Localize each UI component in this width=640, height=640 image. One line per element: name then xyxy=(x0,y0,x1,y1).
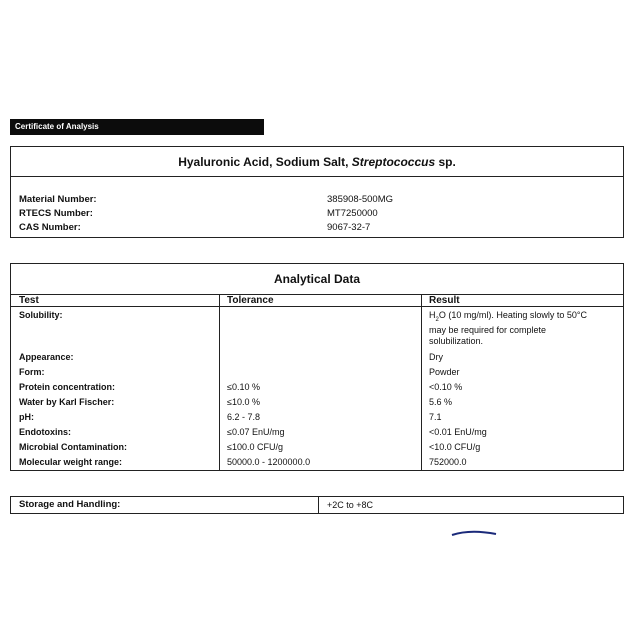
column-headers xyxy=(11,294,623,307)
cas-number-row xyxy=(11,221,623,235)
test-result: <10.0 CFU/g xyxy=(429,442,481,452)
product-info-box xyxy=(10,146,624,238)
test-name: Microbial Contamination: xyxy=(19,442,127,452)
test-name: Water by Karl Fischer: xyxy=(19,397,115,407)
storage-divider xyxy=(318,497,319,513)
info-label: CAS Number: xyxy=(19,222,81,233)
test-tolerance: ≤100.0 CFU/g xyxy=(227,442,283,452)
rtecs-number-row xyxy=(11,207,623,221)
test-result: 5.6 % xyxy=(429,397,453,407)
certificate-banner: Certificate of Analysis xyxy=(10,119,264,135)
test-tolerance: 50000.0 - 1200000.0 xyxy=(227,457,311,467)
info-value: 9067-32-7 xyxy=(327,222,371,233)
test-tolerance: ≤10.0 % xyxy=(227,397,260,407)
test-name: Appearance: xyxy=(19,352,74,362)
product-title xyxy=(11,147,623,177)
material-number-row xyxy=(11,193,623,207)
analytical-title: Analytical Data xyxy=(273,272,361,286)
test-result: <0.10 % xyxy=(429,382,463,392)
result-h: H xyxy=(429,310,436,320)
header-test: Test xyxy=(19,295,39,306)
test-name: Molecular weight range: xyxy=(19,457,123,467)
test-result: solubilization. xyxy=(429,336,484,346)
test-result: 7.1 xyxy=(429,412,442,422)
test-tolerance: ≤0.10 % xyxy=(227,382,260,392)
test-name: Protein concentration: xyxy=(19,382,116,392)
storage-box xyxy=(10,496,624,514)
storage-label: Storage and Handling: xyxy=(19,499,121,510)
test-result xyxy=(429,310,619,326)
info-label: Material Number: xyxy=(19,194,97,205)
test-tolerance: ≤0.07 EnU/mg xyxy=(227,427,285,437)
product-name-suffix: sp. xyxy=(435,155,456,169)
signature-mark-icon xyxy=(450,528,500,538)
test-name: pH: xyxy=(19,412,34,422)
column-divider xyxy=(421,294,422,470)
info-value: MT7250000 xyxy=(327,208,378,219)
product-name-italic: Streptococcus xyxy=(351,155,436,169)
test-result: <0.01 EnU/mg xyxy=(429,427,487,437)
info-label: RTECS Number: xyxy=(19,208,93,219)
test-result: Dry xyxy=(429,352,443,362)
test-name: Solubility: xyxy=(19,310,63,320)
test-result: may be required for complete xyxy=(429,325,547,335)
test-name: Endotoxins: xyxy=(19,427,71,437)
test-name: Form: xyxy=(19,367,45,377)
result-text: O (10 mg/ml). Heating slowly to 50°C xyxy=(438,310,587,320)
storage-value: +2C to +8C xyxy=(327,500,374,510)
test-result: Powder xyxy=(429,367,460,377)
header-result: Result xyxy=(429,295,460,306)
column-divider xyxy=(219,294,220,470)
info-value: 385908-500MG xyxy=(327,194,394,205)
test-tolerance: 6.2 - 7.8 xyxy=(227,412,261,422)
analytical-data-box xyxy=(10,263,624,471)
product-name-prefix: Hyaluronic Acid, Sodium Salt, xyxy=(178,155,352,169)
result-subscript: 2 xyxy=(435,316,439,323)
header-tolerance: Tolerance xyxy=(227,295,274,306)
test-result: 752000.0 xyxy=(429,457,467,467)
